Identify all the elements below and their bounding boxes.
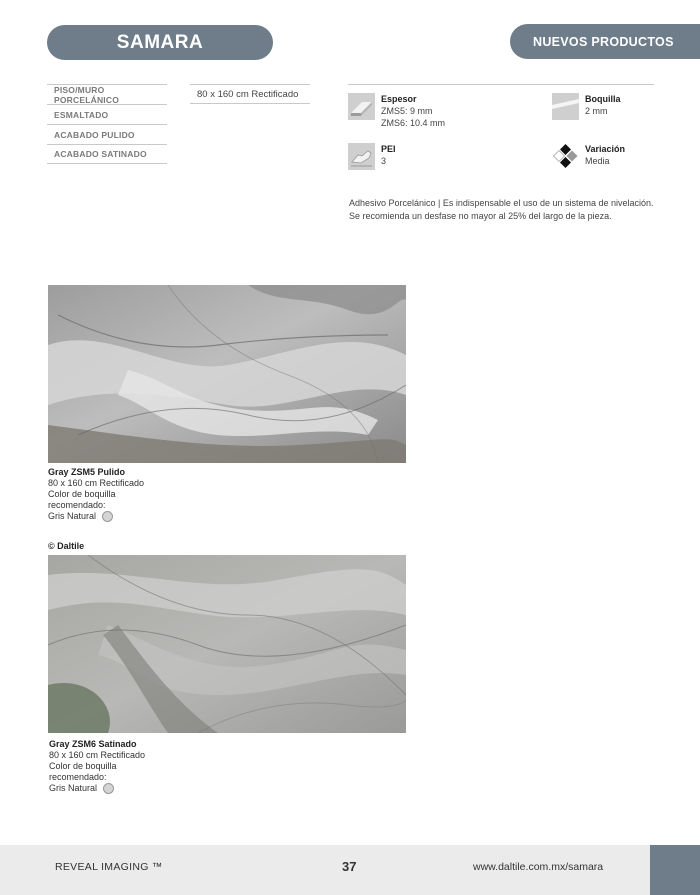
product-title: SAMARA xyxy=(47,25,273,60)
grout-joint-icon xyxy=(552,93,579,120)
technical-specs xyxy=(348,84,654,166)
marble-texture-pulido xyxy=(48,285,406,463)
grout-label: Color de boquilla xyxy=(49,761,117,771)
copyright: © Daltile xyxy=(48,541,85,551)
page-footer xyxy=(0,845,700,895)
pei-label: PEI xyxy=(381,144,396,154)
grout-color-name: Gris Natural xyxy=(49,783,98,793)
grout-swatch xyxy=(102,511,113,522)
product-size: 80 x 160 cm Rectificado xyxy=(48,478,145,488)
spec-size: 80 x 160 cm Rectificado xyxy=(190,84,310,104)
product-name: Gray ZSM6 Satinado xyxy=(49,739,137,749)
spec-espesor xyxy=(348,93,445,129)
product-caption-zsm5 xyxy=(48,467,144,522)
footer-accent-tab xyxy=(650,845,700,895)
installation-note: Adhesivo Porcelánico | Es indispensable el uso de un sistema de nivelación. Se recomienda un desfase no mayor al 25% del largo de la pieza. xyxy=(349,198,654,221)
spec-category-0: PISO/MURO PORCELÁNICO xyxy=(47,84,167,104)
tile-image-zsm5 xyxy=(48,285,406,463)
grout-swatch xyxy=(103,783,114,794)
grout-label-2: recomendado: xyxy=(48,500,106,510)
grout-color-name: Gris Natural xyxy=(48,511,97,521)
espesor-zms5: ZMS5: 9 mm xyxy=(381,106,433,116)
marble-texture-satinado xyxy=(48,555,406,733)
boquilla-value: 2 mm xyxy=(585,106,608,116)
espesor-zms6: ZMS6: 10.4 mm xyxy=(381,118,446,128)
product-name: Gray ZSM5 Pulido xyxy=(48,467,126,477)
page-number: 37 xyxy=(342,859,357,874)
tile-image-zsm6 xyxy=(48,555,406,733)
thickness-icon xyxy=(348,93,375,120)
shade-variation-icon xyxy=(552,143,579,170)
grout-label-2: recomendado: xyxy=(49,772,107,782)
product-caption-zsm6 xyxy=(49,739,145,794)
boquilla-label: Boquilla xyxy=(585,94,621,104)
spec-category-3: ACABADO SATINADO xyxy=(47,144,167,164)
spec-category-2: ACABADO PULIDO xyxy=(47,124,167,144)
spec-pei xyxy=(348,143,396,170)
variacion-value: Media xyxy=(585,156,610,166)
spec-categories xyxy=(47,84,167,164)
footer-brand: REVEAL IMAGING ™ xyxy=(55,861,163,873)
spec-boquilla xyxy=(552,93,621,120)
pei-value: 3 xyxy=(381,156,387,166)
shoe-traffic-icon xyxy=(348,143,375,170)
spec-variacion xyxy=(552,143,625,170)
footer-url[interactable]: www.daltile.com.mx/samara xyxy=(473,861,604,873)
espesor-label: Espesor xyxy=(381,94,417,104)
product-size: 80 x 160 cm Rectificado xyxy=(49,750,146,760)
grout-label: Color de boquilla xyxy=(48,489,116,499)
new-products-badge: NUEVOS PRODUCTOS xyxy=(510,24,700,59)
spec-category-1: ESMALTADO xyxy=(47,104,167,124)
variacion-label: Variación xyxy=(585,144,626,154)
